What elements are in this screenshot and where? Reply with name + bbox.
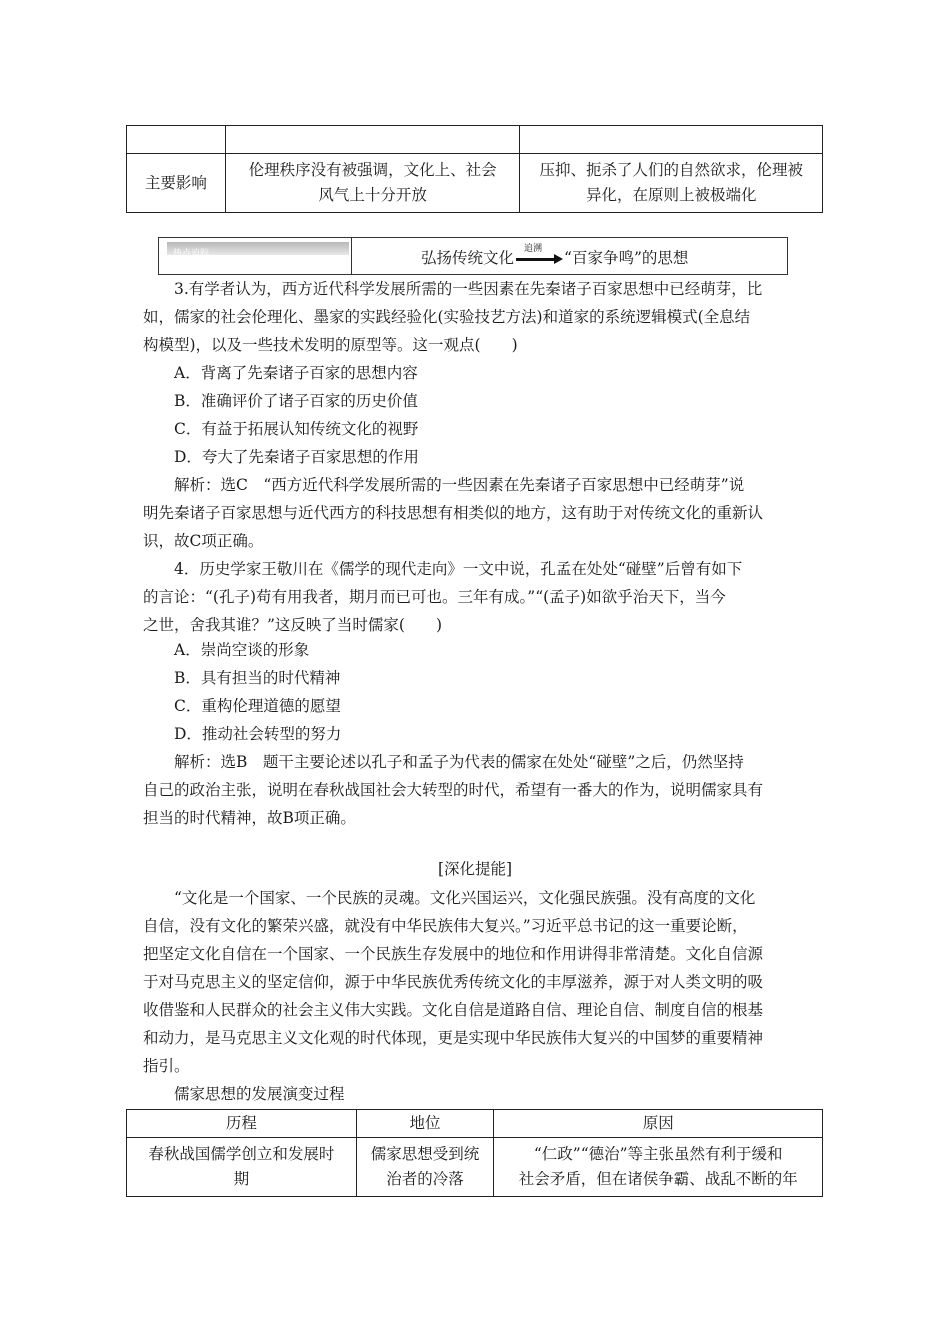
question-3-text: 构模型)，以及一些技术发明的原型等。这一观点( ) xyxy=(143,336,518,354)
table-cell xyxy=(127,126,226,154)
cell-line: 儒家思想受到统 xyxy=(370,1145,480,1163)
banner-tag: 热点追踪 xyxy=(167,242,349,255)
option-b: B．准确评价了诸子百家的历史价值 xyxy=(174,392,418,410)
cell-line: 风气上十分开放 xyxy=(318,186,427,204)
column-header: 历程 xyxy=(127,1110,357,1138)
table-row xyxy=(127,1138,823,1197)
table-cell xyxy=(520,126,823,154)
cell-line: 期 xyxy=(233,1170,250,1188)
answer-3-text: 识，故C项正确。 xyxy=(143,532,264,550)
cell-line: “仁政”“德治”等主张虽然有利于缓和 xyxy=(533,1145,783,1163)
row-label-cell: 主要影响 xyxy=(127,154,226,213)
column-header: 地位 xyxy=(356,1110,494,1138)
option-b: B．具有担当的时代精神 xyxy=(174,669,341,687)
table-cell xyxy=(225,126,520,154)
cell-line: 伦理秩序没有被强调，文化上、社会 xyxy=(248,161,497,179)
answer-3-text: 解析：选C “西方近代科学发展所需的一些因素在先秦诸子百家思想中已经萌芽”说 xyxy=(174,476,745,494)
cell-line: 社会矛盾，但在诸侯争霸、战乱不断的年 xyxy=(518,1170,798,1188)
cell-line: 异化，在原则上被极端化 xyxy=(585,186,757,204)
section-heading: [深化提能] xyxy=(437,860,513,878)
question-4-text: 4．历史学家王敬川在《儒学的现代走向》一文中说，孔孟在处处“碰壁”后曾有如下 xyxy=(174,560,743,578)
banner-right-text: “百家争鸣”的思想 xyxy=(564,249,689,267)
column-header: 原因 xyxy=(494,1110,823,1138)
right-arrow-icon xyxy=(516,244,562,266)
top-comparison-table xyxy=(126,125,823,213)
paragraph-line: 收借鉴和人民群众的社会主义伟大实践。文化自信是道路自信、理论自信、制度自信的根基 xyxy=(143,1001,764,1019)
answer-4-text: 担当的时代精神，故B项正确。 xyxy=(143,809,356,827)
cell-line: 春秋战国儒学创立和发展时 xyxy=(148,1145,335,1163)
option-d: D．推动社会转型的努力 xyxy=(174,725,342,743)
option-d: D．夸大了先秦诸子百家思想的作用 xyxy=(174,448,419,466)
question-4-text: 的言论：“(孔子)苟有用我者，期月而已可也。三年有成。”“(孟子)如欲乎治天下，当今 xyxy=(143,588,726,606)
paragraph-line: 和动力，是马克思主义文化观的时代体现，更是实现中华民族伟大复兴的中国梦的重要精神 xyxy=(143,1029,764,1047)
paragraph-line: “文化是一个国家、一个民族的灵魂。文化兴国运兴，文化强民族强。没有高度的文化 xyxy=(174,889,756,907)
option-a: A．崇尚空谈的形象 xyxy=(174,641,310,659)
answer-4-text: 解析：选B 题干主要论述以孔子和孟子为代表的儒家在处处“碰壁”之后，仍然坚持 xyxy=(174,753,744,771)
paragraph-line: 指引。 xyxy=(143,1057,190,1075)
banner-left-text: 弘扬传统文化 xyxy=(421,249,515,267)
table-cell xyxy=(127,1138,357,1197)
cell-line: 压抑、扼杀了人们的自然欲求，伦理被 xyxy=(539,161,803,179)
table-row xyxy=(127,154,823,213)
answer-3-text: 明先秦诸子百家思想与近代西方的科技思想有相类似的地方，这有助于对传统文化的重新认 xyxy=(143,504,764,522)
question-4-text: 之世，舍我其谁？”这反映了当时儒家( ) xyxy=(143,616,443,634)
table-header-row xyxy=(127,1110,823,1138)
answer-4-text: 自己的政治主张，说明在春秋战国社会大转型的时代，希望有一番大的作为，说明儒家具有 xyxy=(143,781,764,799)
option-c: C．重构伦理道德的愿望 xyxy=(174,697,341,715)
arrow-label: 追溯 xyxy=(524,244,543,254)
table-cell xyxy=(225,154,520,213)
question-3-text: 3.有学者认为，西方近代科学发展所需的一些因素在先秦诸子百家思想中已经萌芽，比 xyxy=(174,280,763,298)
table-cell xyxy=(520,154,823,213)
paragraph-line: 把坚定文化自信在一个国家、一个民族生存发展中的地位和作用讲得非常清楚。文化自信源 xyxy=(143,945,764,963)
cell-line: 治者的冷落 xyxy=(386,1170,464,1188)
hotspot-banner xyxy=(158,237,788,275)
banner-title xyxy=(421,246,688,268)
option-c: C．有益于拓展认知传统文化的视野 xyxy=(174,420,419,438)
table-header-row xyxy=(127,126,823,154)
paragraph-line: 自信，没有文化的繁荣兴盛，就没有中华民族伟大复兴。”习近平总书记的这一重要论断， xyxy=(143,917,748,935)
table-cell xyxy=(356,1138,494,1197)
banner-divider xyxy=(351,238,352,274)
table-title: 儒家思想的发展演变过程 xyxy=(174,1085,345,1103)
table-cell xyxy=(494,1138,823,1197)
confucianism-development-table xyxy=(126,1109,823,1197)
option-a: A．背离了先秦诸子百家的思想内容 xyxy=(174,364,418,382)
paragraph-line: 于对马克思主义的坚定信仰，源于中华民族优秀传统文化的丰厚滋养，源于对人类文明的吸 xyxy=(143,973,764,991)
question-3-text: 如，儒家的社会伦理化、墨家的实践经验化(实验技艺方法)和道家的系统逻辑模式(全息结 xyxy=(143,308,751,326)
